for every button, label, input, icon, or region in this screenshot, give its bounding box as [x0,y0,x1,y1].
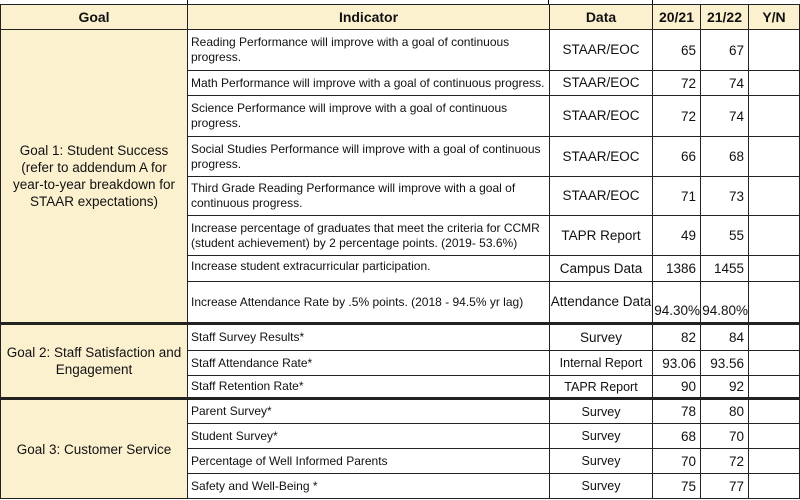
value-2021-cell: 94.30% [653,282,701,324]
data-source-cell: Attendance Data [550,282,653,324]
value-2021-cell: 93.06 [653,351,701,376]
value-2122-cell: 84 [701,324,749,351]
indicator-cell: Staff Retention Rate* [188,376,550,399]
data-source-cell: STAAR/EOC [550,137,653,177]
data-source-cell: Campus Data [550,256,653,282]
data-source-cell: Survey [550,399,653,424]
value-2122-cell: 74 [701,71,749,96]
value-2021-cell: 78 [653,399,701,424]
yn-cell [749,424,800,449]
data-source-cell: TAPR Report [550,216,653,256]
yn-cell [749,96,800,137]
indicator-cell: Student Survey* [188,424,550,449]
indicator-cell: Science Performance will improve with a goal of continuous progress. [188,96,550,137]
value-2122-cell: 67 [701,30,749,71]
indicator-cell: Increase student extracurricular participation. [188,256,550,282]
value-2021-cell: 70 [653,449,701,474]
value-2021-cell: 68 [653,424,701,449]
data-source-cell: STAAR/EOC [550,71,653,96]
yn-cell [749,351,800,376]
value-2021-cell: 1386 [653,256,701,282]
data-source-cell: STAAR/EOC [550,177,653,216]
value-2021-cell: 82 [653,324,701,351]
data-source-cell: Survey [550,474,653,499]
yn-cell [749,474,800,499]
value-2122-cell: 72 [701,449,749,474]
data-source-cell: Internal Report [550,351,653,376]
yn-cell [749,256,800,282]
value-2021-cell: 75 [653,474,701,499]
value-2122-cell: 93.56 [701,351,749,376]
value-2122-cell: 1455 [701,256,749,282]
table-row [1,30,800,71]
value-2021-cell: 90 [653,376,701,399]
yn-cell [749,282,800,324]
indicator-cell: Staff Survey Results* [188,324,550,351]
value-2122-cell: 77 [701,474,749,499]
data-source-cell: Survey [550,324,653,351]
indicator-cell: Staff Attendance Rate* [188,351,550,376]
value-2021-cell: 72 [653,71,701,96]
data-column-header: Data [550,5,653,30]
yn-cell [749,137,800,177]
goal-3-label: Goal 3: Customer Service [1,399,188,499]
indicator-cell: Increase percentage of graduates that meet the criteria for CCMR (student achievement) by 2 percentage points. (2019- 53.6%) [188,216,550,256]
data-source-cell: STAAR/EOC [550,30,653,71]
value-2122-cell: 73 [701,177,749,216]
data-source-cell: TAPR Report [550,376,653,399]
indicator-cell: Third Grade Reading Performance will improve with a goal of continuous progress. [188,177,550,216]
table-row [1,324,800,351]
yn-cell [749,399,800,424]
value-2021-cell: 72 [653,96,701,137]
data-source-cell: STAAR/EOC [550,96,653,137]
yn-cell [749,449,800,474]
yn-cell [749,177,800,216]
data-source-cell: Survey [550,424,653,449]
yn-cell [749,30,800,71]
indicator-cell: Social Studies Performance will improve with a goal of continuous progress. [188,137,550,177]
indicator-cell: Math Performance will improve with a goal of continuous progress. [188,71,550,96]
goals-table [0,4,800,499]
yn-cell [749,71,800,96]
value-2021-cell: 66 [653,137,701,177]
value-2122-cell: 70 [701,424,749,449]
year-2021-column-header: 20/21 [653,5,701,30]
yn-cell [749,216,800,256]
value-2122-cell: 94.80% [701,282,749,324]
value-2122-cell: 68 [701,137,749,177]
yn-cell [749,376,800,399]
value-2122-cell: 92 [701,376,749,399]
indicator-cell: Percentage of Well Informed Parents [188,449,550,474]
table-row [1,399,800,424]
yn-cell [749,324,800,351]
indicator-cell: Increase Attendance Rate by .5% points. (2018 - 94.5% yr lag) [188,282,550,324]
yn-column-header: Y/N [749,5,800,30]
indicator-cell: Reading Performance will improve with a goal of continuous progress. [188,30,550,71]
value-2122-cell: 74 [701,96,749,137]
goal-1-label: Goal 1: Student Success (refer to addendum A for year-to-year breakdown for STAAR expectations) [1,30,188,324]
goal-2-label: Goal 2: Staff Satisfaction and Engagement [1,324,188,399]
indicator-cell: Safety and Well-Being * [188,474,550,499]
value-2122-cell: 80 [701,399,749,424]
data-source-cell: Survey [550,449,653,474]
value-2122-cell: 55 [701,216,749,256]
value-2021-cell: 65 [653,30,701,71]
year-2122-column-header: 21/22 [701,5,749,30]
indicator-cell: Parent Survey* [188,399,550,424]
header-row [1,5,800,30]
goal-column-header: Goal [1,5,188,30]
value-2021-cell: 49 [653,216,701,256]
value-2021-cell: 71 [653,177,701,216]
indicator-column-header: Indicator [188,5,550,30]
